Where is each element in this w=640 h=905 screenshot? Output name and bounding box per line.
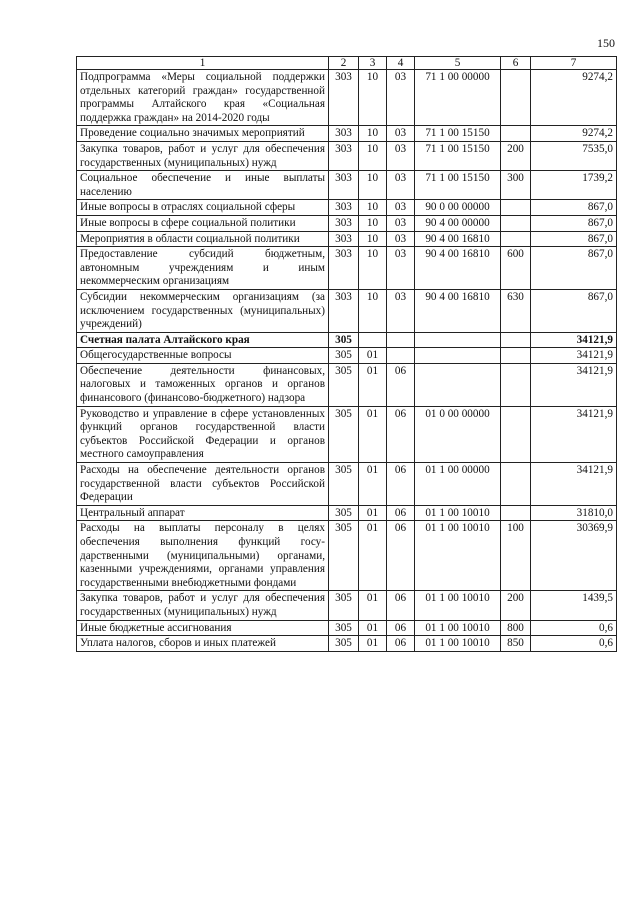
row-name-cell: Руководство и управление в сфере установленных функций органов государственной власти субъектов Российской Федерации и органов местного самоуправления — [77, 406, 329, 462]
subsection-cell: 06 — [387, 636, 415, 652]
row-name-cell: Мероприятия в области социальной политики — [77, 231, 329, 247]
row-name-cell: Предоставление субсидий бюджетным, автономным учреждениям и иным некоммерческим организациям — [77, 247, 329, 290]
row-name-cell: Иные вопросы в отраслях социальной сферы — [77, 200, 329, 216]
column-header: 4 — [387, 57, 415, 70]
amount-cell: 867,0 — [531, 289, 617, 332]
header-row — [77, 57, 617, 70]
target-article-cell: 90 4 00 16810 — [415, 247, 501, 290]
section-cell: 01 — [359, 348, 387, 364]
expense-type-cell: 630 — [501, 289, 531, 332]
amount-cell: 9274,2 — [531, 126, 617, 142]
expense-type-cell — [501, 406, 531, 462]
table-row — [77, 636, 617, 652]
section-cell: 01 — [359, 463, 387, 506]
section-cell: 10 — [359, 200, 387, 216]
subsection-cell: 06 — [387, 620, 415, 636]
row-name-cell: Счетная палата Алтайского края — [77, 332, 329, 348]
section-cell — [359, 332, 387, 348]
row-name-cell: Расходы на обеспечение деятельности органов государственной власти субъектов Российской Федерации — [77, 463, 329, 506]
ministry-code-cell: 303 — [329, 289, 359, 332]
ministry-code-cell: 305 — [329, 406, 359, 462]
table-row — [77, 406, 617, 462]
expense-type-cell: 300 — [501, 171, 531, 200]
amount-cell: 867,0 — [531, 215, 617, 231]
subsection-cell — [387, 348, 415, 364]
table-row — [77, 289, 617, 332]
table-row — [77, 231, 617, 247]
ministry-code-cell: 303 — [329, 141, 359, 170]
subsection-cell: 03 — [387, 70, 415, 126]
amount-cell: 34121,9 — [531, 406, 617, 462]
column-header: 5 — [415, 57, 501, 70]
row-name-cell: Уплата налогов, сборов и иных платежей — [77, 636, 329, 652]
row-name-cell: Закупка товаров, работ и услуг для обеспечения государственных (муниципальных) нужд — [77, 591, 329, 620]
row-name-cell: Расходы на выплаты персоналу в целях обеспечения выполнения функций государственными (муниципальными) органами, казенными учреждениями, органами управления государственными внебюджетными фондами — [77, 521, 329, 591]
table-row — [77, 332, 617, 348]
amount-cell: 34121,9 — [531, 348, 617, 364]
expense-type-cell: 200 — [501, 141, 531, 170]
target-article-cell — [415, 348, 501, 364]
ministry-code-cell: 303 — [329, 247, 359, 290]
expense-type-cell — [501, 463, 531, 506]
ministry-code-cell: 303 — [329, 171, 359, 200]
expense-type-cell — [501, 215, 531, 231]
target-article-cell: 01 1 00 10010 — [415, 591, 501, 620]
target-article-cell: 01 1 00 10010 — [415, 521, 501, 591]
target-article-cell: 90 4 00 00000 — [415, 215, 501, 231]
section-cell: 01 — [359, 363, 387, 406]
row-name-cell: Закупка товаров, работ и услуг для обеспечения государственных (муниципальных) нужд — [77, 141, 329, 170]
section-cell: 10 — [359, 141, 387, 170]
table-row — [77, 463, 617, 506]
target-article-cell — [415, 363, 501, 406]
subsection-cell: 06 — [387, 463, 415, 506]
expense-type-cell: 100 — [501, 521, 531, 591]
ministry-code-cell: 305 — [329, 332, 359, 348]
table-row — [77, 215, 617, 231]
subsection-cell: 06 — [387, 406, 415, 462]
section-cell: 10 — [359, 247, 387, 290]
column-header: 7 — [531, 57, 617, 70]
table-row — [77, 348, 617, 364]
section-cell: 01 — [359, 636, 387, 652]
ministry-code-cell: 303 — [329, 126, 359, 142]
ministry-code-cell: 305 — [329, 521, 359, 591]
table-row — [77, 141, 617, 170]
ministry-code-cell: 305 — [329, 463, 359, 506]
amount-cell: 0,6 — [531, 636, 617, 652]
table-row — [77, 70, 617, 126]
row-name-cell: Иные бюджетные ассигнования — [77, 620, 329, 636]
target-article-cell: 71 1 00 15150 — [415, 141, 501, 170]
row-name-cell: Общегосударственные вопросы — [77, 348, 329, 364]
subsection-cell: 03 — [387, 247, 415, 290]
expense-type-cell: 800 — [501, 620, 531, 636]
amount-cell: 34121,9 — [531, 463, 617, 506]
section-cell: 01 — [359, 406, 387, 462]
column-header: 2 — [329, 57, 359, 70]
table-row — [77, 126, 617, 142]
amount-cell: 34121,9 — [531, 332, 617, 348]
target-article-cell: 01 1 00 10010 — [415, 505, 501, 521]
expense-type-cell — [501, 126, 531, 142]
target-article-cell: 71 1 00 00000 — [415, 70, 501, 126]
ministry-code-cell: 305 — [329, 348, 359, 364]
column-header: 6 — [501, 57, 531, 70]
expense-type-cell: 600 — [501, 247, 531, 290]
expense-type-cell — [501, 332, 531, 348]
subsection-cell: 03 — [387, 200, 415, 216]
section-cell: 01 — [359, 620, 387, 636]
subsection-cell: 03 — [387, 215, 415, 231]
target-article-cell: 71 1 00 15150 — [415, 126, 501, 142]
table-row — [77, 363, 617, 406]
section-cell: 10 — [359, 231, 387, 247]
ministry-code-cell: 305 — [329, 620, 359, 636]
section-cell: 10 — [359, 215, 387, 231]
expense-type-cell — [501, 363, 531, 406]
amount-cell: 867,0 — [531, 200, 617, 216]
expense-type-cell — [501, 231, 531, 247]
target-article-cell: 90 0 00 00000 — [415, 200, 501, 216]
expense-type-cell: 850 — [501, 636, 531, 652]
subsection-cell: 03 — [387, 231, 415, 247]
amount-cell: 31810,0 — [531, 505, 617, 521]
subsection-cell: 06 — [387, 521, 415, 591]
page-number: 150 — [597, 36, 615, 50]
expense-type-cell — [501, 348, 531, 364]
amount-cell: 1739,2 — [531, 171, 617, 200]
target-article-cell — [415, 332, 501, 348]
target-article-cell: 90 4 00 16810 — [415, 289, 501, 332]
section-cell: 10 — [359, 70, 387, 126]
amount-cell: 867,0 — [531, 231, 617, 247]
row-name-cell: Центральный аппарат — [77, 505, 329, 521]
table-row — [77, 620, 617, 636]
section-cell: 10 — [359, 171, 387, 200]
amount-cell: 7535,0 — [531, 141, 617, 170]
ministry-code-cell: 303 — [329, 70, 359, 126]
row-name-cell: Социальное обеспечение и иные выплаты населению — [77, 171, 329, 200]
subsection-cell: 03 — [387, 126, 415, 142]
amount-cell: 867,0 — [531, 247, 617, 290]
table-row — [77, 591, 617, 620]
table-row — [77, 247, 617, 290]
section-cell: 10 — [359, 126, 387, 142]
section-cell: 01 — [359, 591, 387, 620]
ministry-code-cell: 305 — [329, 505, 359, 521]
row-name-cell: Субсидии некоммерческим организациям (за исключением государственных (муниципальных) учреждений) — [77, 289, 329, 332]
ministry-code-cell: 305 — [329, 636, 359, 652]
expense-type-cell: 200 — [501, 591, 531, 620]
section-cell: 01 — [359, 505, 387, 521]
row-name-cell: Иные вопросы в сфере социальной политики — [77, 215, 329, 231]
row-name-cell: Подпрограмма «Меры социальной поддержки отдельных категорий граждан» государственной программы Алтайского края «Социальная поддержка граждан» на 2014-2020 годы — [77, 70, 329, 126]
subsection-cell: 06 — [387, 363, 415, 406]
target-article-cell: 01 0 00 00000 — [415, 406, 501, 462]
column-header: 1 — [77, 57, 329, 70]
subsection-cell: 03 — [387, 289, 415, 332]
ministry-code-cell: 305 — [329, 591, 359, 620]
subsection-cell: 06 — [387, 505, 415, 521]
table-row — [77, 171, 617, 200]
subsection-cell: 03 — [387, 171, 415, 200]
subsection-cell: 06 — [387, 591, 415, 620]
table-row — [77, 521, 617, 591]
expense-type-cell — [501, 505, 531, 521]
ministry-code-cell: 305 — [329, 363, 359, 406]
expense-type-cell — [501, 70, 531, 126]
amount-cell: 30369,9 — [531, 521, 617, 591]
amount-cell: 9274,2 — [531, 70, 617, 126]
row-name-cell: Обеспечение деятельности финансовых, налоговых и таможенных органов и органов финансового (финансово-бюджетного) надзора — [77, 363, 329, 406]
amount-cell: 1439,5 — [531, 591, 617, 620]
target-article-cell: 01 1 00 10010 — [415, 636, 501, 652]
subsection-cell — [387, 332, 415, 348]
table-row — [77, 200, 617, 216]
ministry-code-cell: 303 — [329, 200, 359, 216]
target-article-cell: 71 1 00 15150 — [415, 171, 501, 200]
target-article-cell: 01 1 00 00000 — [415, 463, 501, 506]
column-header: 3 — [359, 57, 387, 70]
section-cell: 10 — [359, 289, 387, 332]
ministry-code-cell: 303 — [329, 231, 359, 247]
budget-table — [76, 56, 617, 652]
expense-type-cell — [501, 200, 531, 216]
table-row — [77, 505, 617, 521]
section-cell: 01 — [359, 521, 387, 591]
amount-cell: 0,6 — [531, 620, 617, 636]
target-article-cell: 01 1 00 10010 — [415, 620, 501, 636]
row-name-cell: Проведение социально значимых мероприятий — [77, 126, 329, 142]
subsection-cell: 03 — [387, 141, 415, 170]
target-article-cell: 90 4 00 16810 — [415, 231, 501, 247]
amount-cell: 34121,9 — [531, 363, 617, 406]
ministry-code-cell: 303 — [329, 215, 359, 231]
